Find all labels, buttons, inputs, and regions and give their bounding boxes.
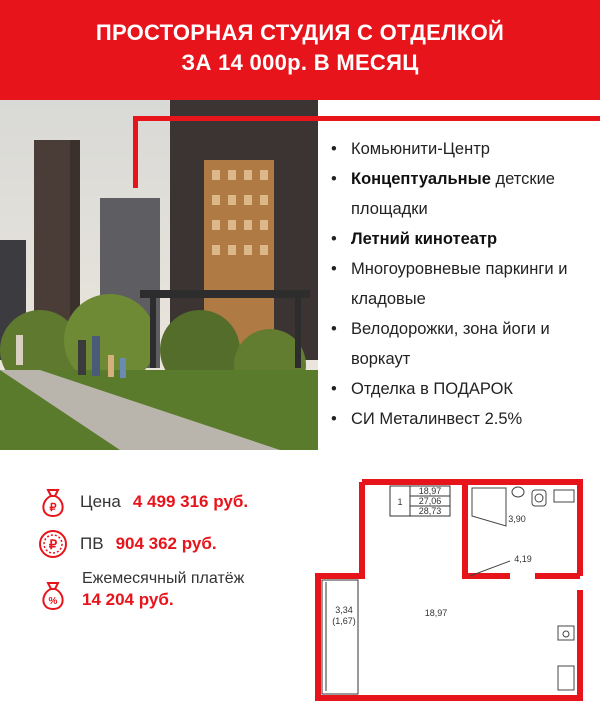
ruble-coin-icon	[36, 527, 70, 561]
svg-text:%: %	[48, 596, 58, 607]
area-living: 18,97	[418, 486, 442, 496]
money-bag-ruble-icon	[36, 485, 70, 519]
feature-item: • Летний кинотеатр	[327, 224, 597, 254]
feature-item: • СИ Металинвест 2.5%	[327, 404, 597, 434]
feature-item: • Отделка в ПОДАРОК	[327, 374, 597, 404]
down-payment-value: 904 362 руб.	[115, 534, 217, 553]
balcony-area: 3,34	[335, 605, 353, 615]
down-payment-row	[36, 527, 217, 561]
price-label: Цена	[80, 492, 121, 511]
area-total: 27,06	[418, 496, 442, 506]
feature-item: • Многоуровневые паркинги и кладовые	[327, 254, 597, 314]
hall-area: 4,19	[514, 554, 532, 564]
banner-title-line2: ЗА 14 000р. В МЕСЯЦ	[181, 50, 419, 75]
feature-item: • Комьюнити-Центр	[327, 134, 597, 164]
accent-line-horizontal	[133, 116, 600, 121]
price-row	[36, 485, 248, 519]
features-list	[327, 134, 597, 434]
floor-plan	[310, 476, 590, 704]
rooms-count: 1	[397, 497, 403, 507]
money-bag-percent-icon	[36, 578, 70, 612]
price-value: 4 499 316 руб.	[132, 492, 249, 511]
banner-title-line1: ПРОСТОРНАЯ СТУДИЯ С ОТДЕЛКОЙ	[95, 20, 505, 45]
feature-item: • Концептуальные детские площадки	[327, 164, 597, 224]
down-payment-label: ПВ	[80, 534, 104, 553]
svg-text:₽: ₽	[48, 537, 58, 552]
svg-text:₽: ₽	[49, 502, 57, 514]
residential-complex-photo	[0, 100, 318, 450]
promo-banner	[0, 0, 600, 100]
room-area: 18,97	[424, 608, 448, 618]
accent-line-vertical	[133, 116, 138, 188]
monthly-payment	[82, 570, 244, 610]
monthly-icon-wrap	[36, 578, 70, 612]
feature-item: • Велодорожки, зона йоги и воркаут	[327, 314, 597, 374]
bathroom-area: 3,90	[508, 514, 526, 524]
balcony-area-reduced: (1,67)	[332, 616, 356, 626]
area-with-balcony: 28,73	[418, 506, 442, 516]
monthly-payment-value: 14 204 руб.	[82, 590, 174, 609]
monthly-payment-label: Ежемесячный платёж	[82, 570, 245, 587]
